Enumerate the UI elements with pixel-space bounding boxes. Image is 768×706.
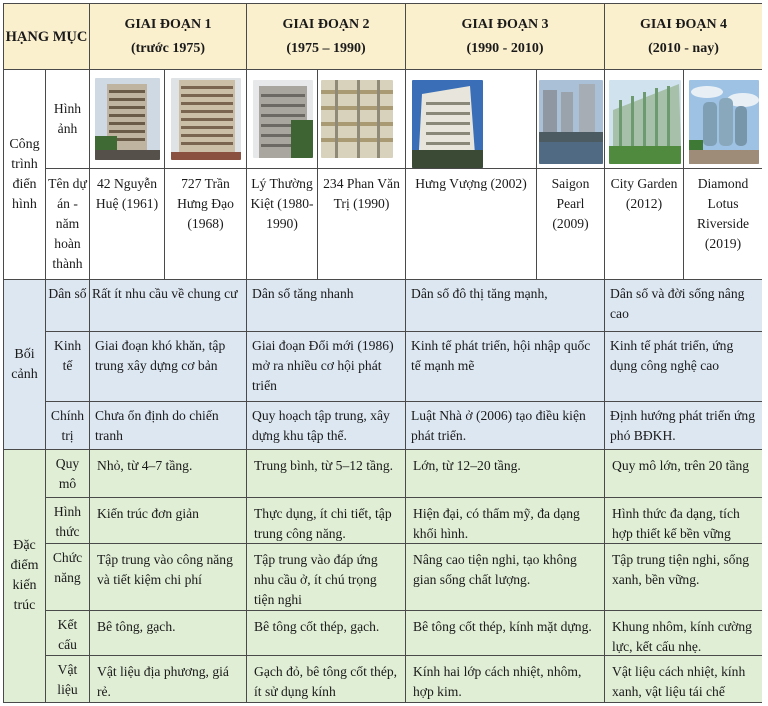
image-cell-2: [165, 70, 247, 169]
image-cell-1: [90, 70, 165, 169]
arch-structure-stage-1: Bê tông, gạch.: [90, 611, 247, 656]
label-population: Dân số: [46, 280, 90, 332]
group-label: Đặc điểm kiến trúc: [10, 538, 39, 613]
stage-title: GIAI ĐOẠN 3: [461, 16, 549, 32]
group-architecture: [4, 450, 46, 702]
row-label: Tên dự án - năm hoàn thành: [48, 176, 87, 271]
stage-period: (1990 - 2010): [466, 40, 544, 56]
header-category-label: HẠNG MỤC: [5, 28, 88, 45]
header-stage-4: [605, 4, 762, 70]
building-photo-icon: [95, 78, 160, 160]
header-stage-3: [406, 4, 605, 70]
label-economy: Kinh tế: [46, 332, 90, 402]
arch-structure-stage-4: Khung nhôm, kính cường lực, kết cấu nhẹ.: [605, 611, 762, 656]
header-stage-1: [90, 4, 247, 70]
row-label: Hình ảnh: [53, 101, 82, 136]
project-name-1: 42 Nguyễn Huệ (1961): [90, 169, 165, 280]
context-politics-stage-1: Chưa ổn định do chiến tranh: [90, 402, 247, 450]
context-population-stage-2: Dân số tăng nhanh: [247, 280, 406, 332]
arch-scale-stage-4: Quy mô lớn, trên 20 tầng: [605, 450, 762, 498]
stage-period: (1975 – 1990): [286, 40, 366, 56]
comparison-table: [3, 3, 762, 703]
image-cell-5: [406, 70, 537, 169]
label-scale: Quy mô: [46, 450, 90, 498]
header-category: [4, 4, 90, 70]
stage-title: GIAI ĐOẠN 2: [282, 16, 370, 32]
group-context: [4, 280, 46, 450]
building-photo-icon: [253, 80, 313, 158]
header-stage-2: [247, 4, 406, 70]
stage-title: GIAI ĐOẠN 4: [639, 16, 728, 32]
building-photo-icon: [171, 78, 241, 160]
label-function: Chức năng: [46, 544, 90, 611]
context-economy-stage-3: Kinh tế phát triển, hội nhập quốc tế mạnh mẽ: [406, 332, 605, 402]
building-photo-icon: [539, 80, 603, 164]
project-name-8: Diamond Lotus Riverside (2019): [684, 169, 762, 280]
arch-function-stage-1: Tập trung vào công năng và tiết kiệm chi phí: [90, 544, 247, 611]
image-cell-7: [605, 70, 684, 169]
image-cell-4: [318, 70, 406, 169]
image-cell-8: [684, 70, 762, 169]
label-form: Hình thức: [46, 498, 90, 544]
arch-form-stage-4: Hình thức đa dạng, tích hợp thiết kế bền vững: [605, 498, 762, 544]
building-photo-icon: [412, 80, 483, 168]
label-project-name: [46, 169, 90, 280]
group-label: Công trình điển hình: [9, 136, 40, 212]
project-name-6: Saigon Pearl (2009): [537, 169, 605, 280]
building-photo-icon: [321, 80, 393, 158]
image-cell-3: [247, 70, 318, 169]
arch-scale-stage-1: Nhỏ, từ 4–7 tầng.: [90, 450, 247, 498]
arch-function-stage-4: Tập trung tiện nghi, sống xanh, bền vững.: [605, 544, 762, 611]
context-economy-stage-2: Giai đoạn Đổi mới (1986) mở ra nhiều cơ hội phát triển: [247, 332, 406, 402]
label-structure: Kết cấu: [46, 611, 90, 656]
group-typical-works: [4, 70, 46, 280]
arch-function-stage-2: Tập trung vào đáp ứng nhu cầu ở, ít chú trọng tiện nghi: [247, 544, 406, 611]
arch-materials-stage-2: Gạch đỏ, bê tông cốt thép, ít sử dụng kính: [247, 656, 406, 702]
context-politics-stage-4: Định hướng phát triển ứng phó BĐKH.: [605, 402, 762, 450]
arch-materials-stage-4: Vật liệu cách nhiệt, kính xanh, vật liệu tái chế: [605, 656, 762, 702]
stage-period: (2010 - nay): [648, 40, 719, 56]
stage-period: (trước 1975): [130, 40, 206, 56]
project-name-4: 234 Phan Văn Trị (1990): [318, 169, 406, 280]
stage-title: GIAI ĐOẠN 1: [124, 16, 212, 32]
image-cell-6: [537, 70, 605, 169]
context-population-stage-1: Rất ít nhu cầu về chung cư: [90, 280, 247, 332]
arch-structure-stage-2: Bê tông cốt thép, gạch.: [247, 611, 406, 656]
project-name-3: Lý Thường Kiệt (1980-1990): [247, 169, 318, 280]
context-population-stage-4: Dân số và đời sống nâng cao: [605, 280, 762, 332]
context-economy-stage-4: Kinh tế phát triển, ứng dụng công nghệ cao: [605, 332, 762, 402]
arch-structure-stage-3: Bê tông cốt thép, kính mặt dựng.: [406, 611, 605, 656]
project-name-5: Hưng Vượng (2002): [406, 169, 537, 280]
arch-form-stage-2: Thực dụng, ít chi tiết, tập trung công năng.: [247, 498, 406, 544]
label-politics: Chính trị: [46, 402, 90, 450]
arch-materials-stage-1: Vật liệu địa phương, giá rẻ.: [90, 656, 247, 702]
arch-scale-stage-2: Trung bình, từ 5–12 tầng.: [247, 450, 406, 498]
label-image: [46, 70, 90, 169]
project-name-7: City Garden (2012): [605, 169, 684, 280]
label-materials: Vật liệu: [46, 656, 90, 702]
context-economy-stage-1: Giai đoạn khó khăn, tập trung xây dựng cơ bản: [90, 332, 247, 402]
project-name-2: 727 Trần Hưng Đạo (1968): [165, 169, 247, 280]
context-politics-stage-3: Luật Nhà ở (2006) tạo điều kiện phát triển.: [406, 402, 605, 450]
building-photo-icon: [689, 80, 759, 164]
arch-scale-stage-3: Lớn, từ 12–20 tầng.: [406, 450, 605, 498]
context-population-stage-3: Dân số đô thị tăng mạnh,: [406, 280, 605, 332]
group-label: Bối cảnh: [11, 346, 38, 382]
arch-materials-stage-3: Kính hai lớp cách nhiệt, nhôm, hợp kim.: [406, 656, 605, 702]
context-politics-stage-2: Quy hoạch tập trung, xây dựng khu tập thể.: [247, 402, 406, 450]
arch-form-stage-1: Kiến trúc đơn giản: [90, 498, 247, 544]
building-photo-icon: [609, 80, 681, 164]
arch-form-stage-3: Hiện đại, có thẩm mỹ, đa dạng khối hình.: [406, 498, 605, 544]
arch-function-stage-3: Nâng cao tiện nghi, tạo không gian sống chất lượng.: [406, 544, 605, 611]
